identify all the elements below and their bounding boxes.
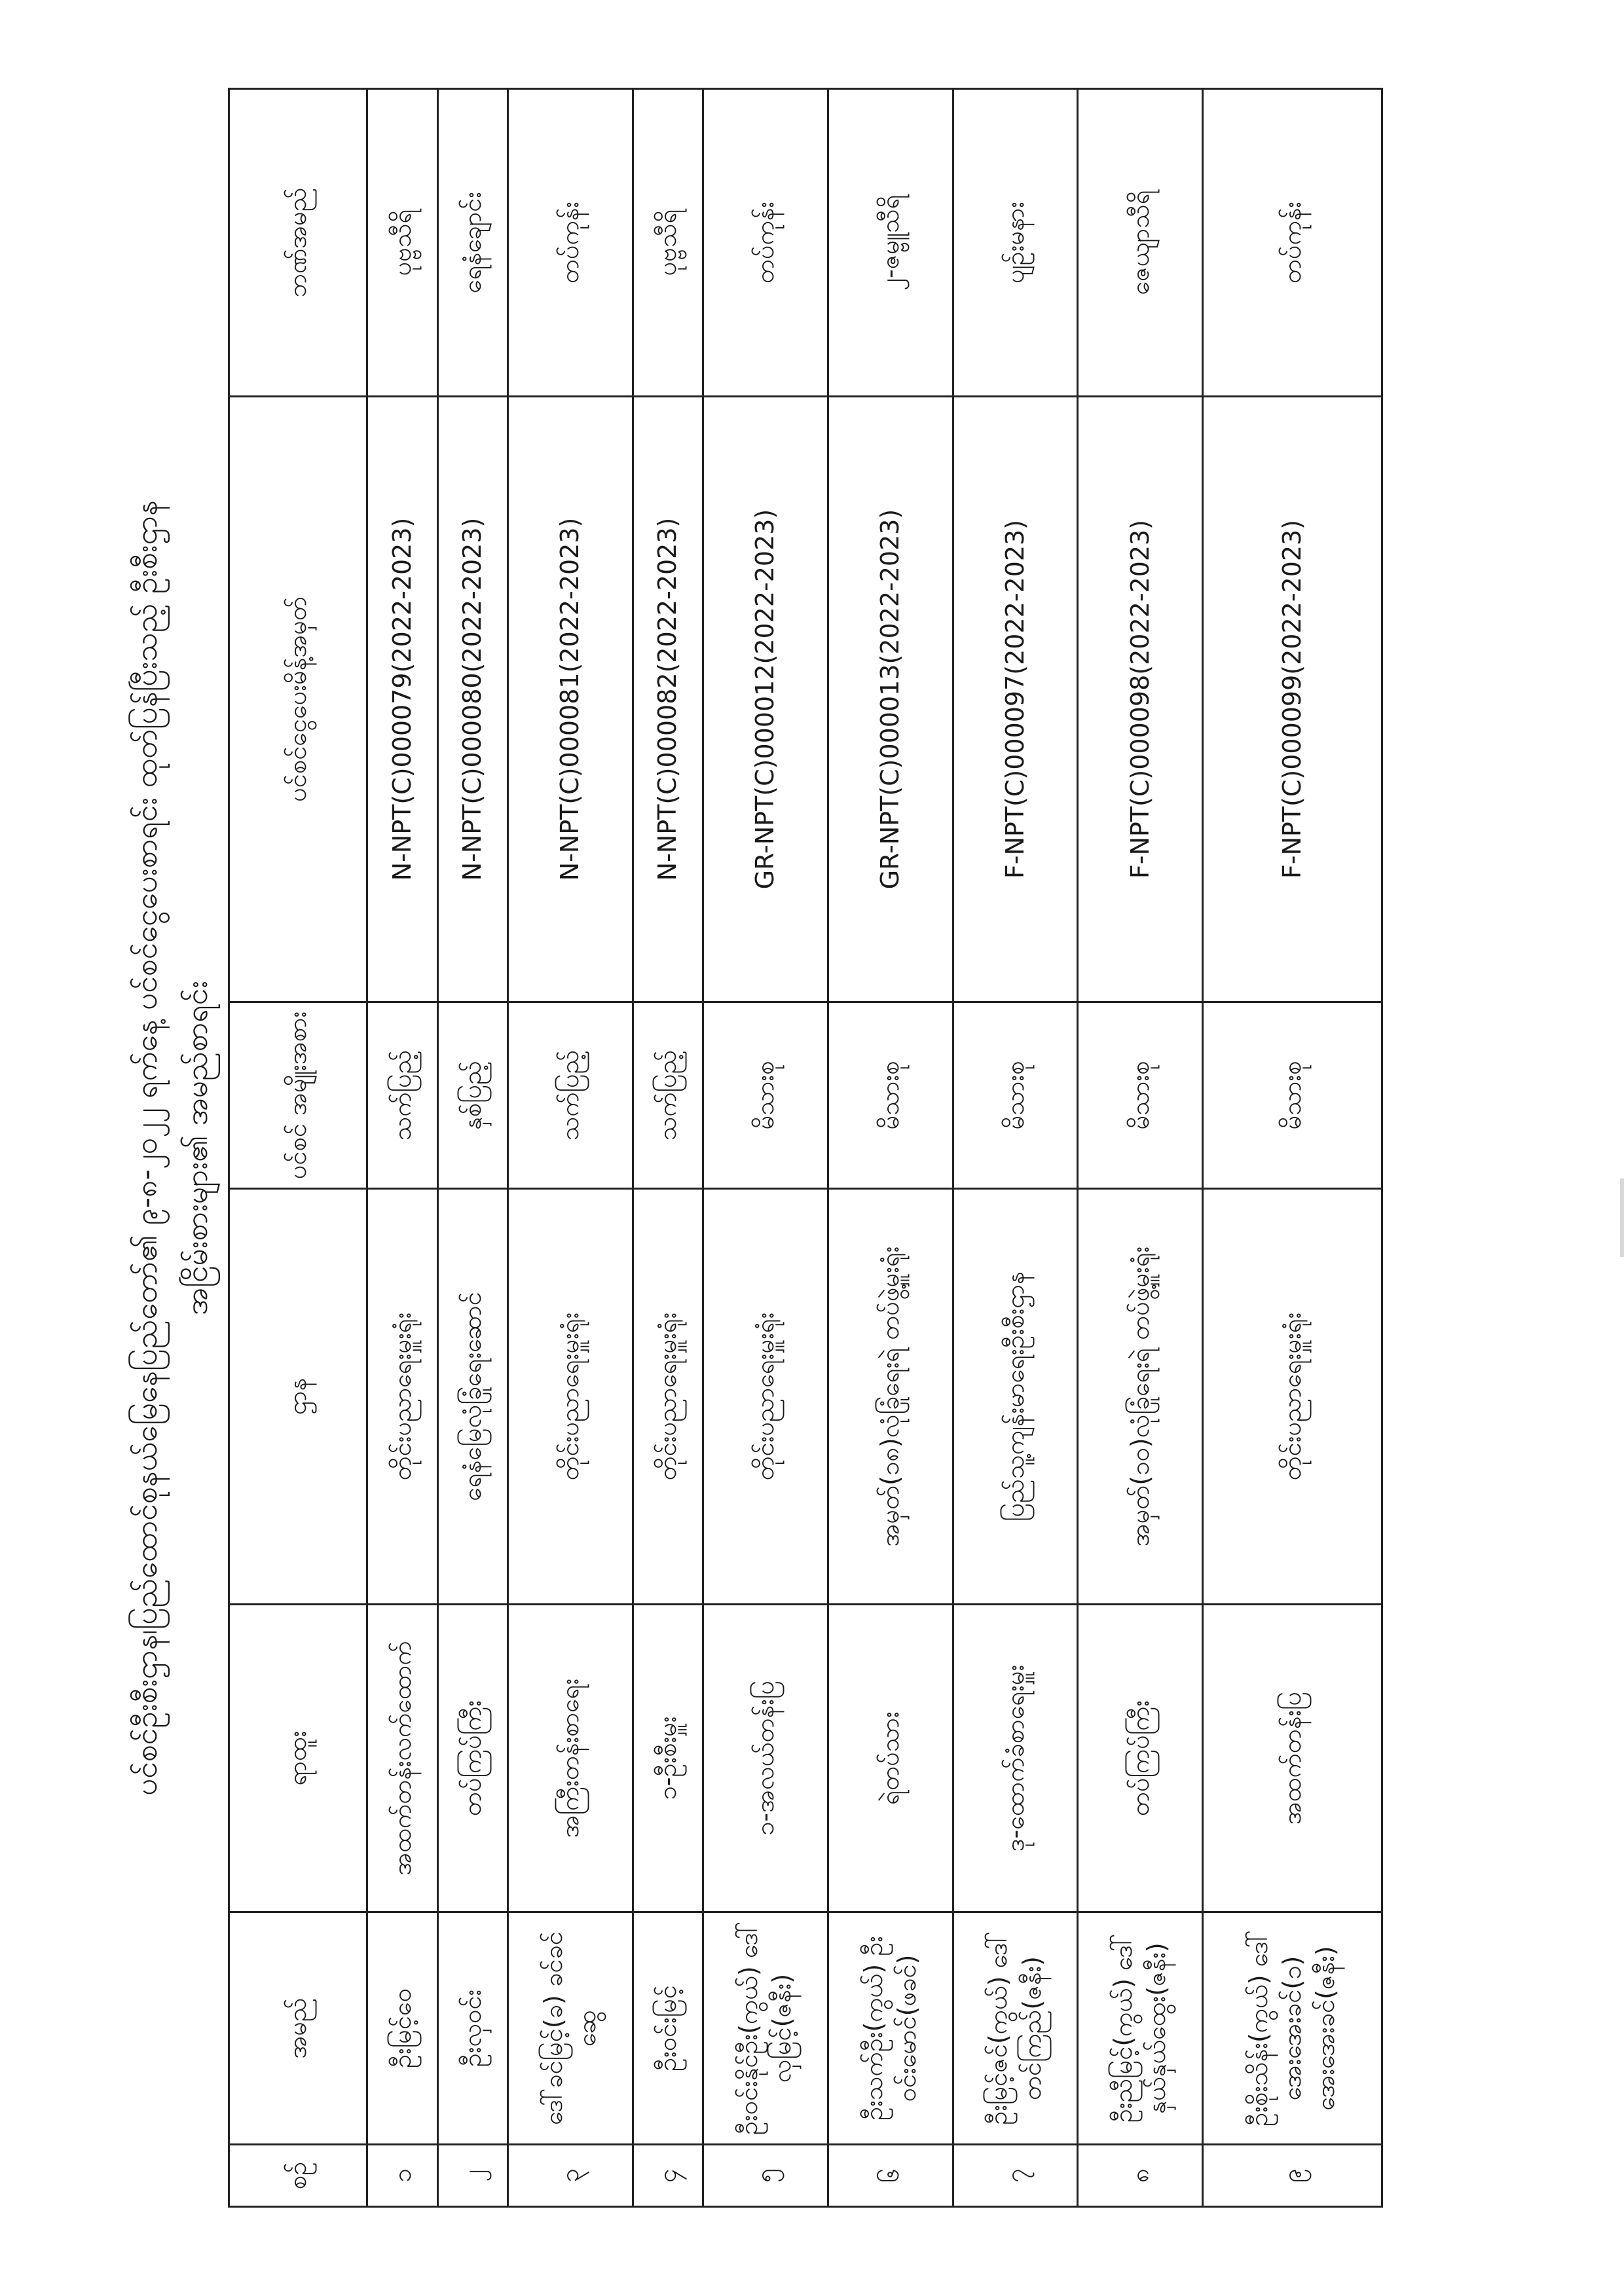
cell-no: ၄ bbox=[633, 2145, 703, 2207]
cell-pension-type: သက်ပြည့် bbox=[633, 1002, 703, 1189]
cell-pension-type: နှစ်ပြည့် bbox=[437, 1002, 508, 1189]
table-row bbox=[828, 89, 953, 2207]
header-pension-type: ပင်စင် အမျိုးအစား bbox=[229, 1002, 367, 1189]
table-row bbox=[437, 89, 508, 2207]
cell-no: ၉ bbox=[1203, 2145, 1382, 2207]
cell-department: ပြည်သူ့ကျန်းမာရေးဦးစီးဌာန bbox=[953, 1189, 1078, 1605]
cell-no: ၈ bbox=[1078, 2145, 1203, 2207]
cell-bank: ၂-ဇမ္ဗူသီရိ bbox=[828, 89, 953, 397]
cell-no: ၅ bbox=[703, 2145, 828, 2207]
cell-name: ဦးမြင့်ဇင်(ကွယ်) ဒေါ်တင်ကြည်(ဇနီး) bbox=[953, 1912, 1078, 2145]
cell-bank: ပုဗ္ဗသီရိ bbox=[367, 89, 438, 397]
cell-no: ၇ bbox=[953, 2145, 1078, 2207]
table-row bbox=[508, 89, 633, 2207]
cell-order-number: F-NPT(C)000099(2022-2023) bbox=[1203, 397, 1382, 1002]
cell-rank: အထက်တန်းပြ bbox=[1203, 1605, 1382, 1912]
cell-pension-type: မိသားစု bbox=[703, 1002, 828, 1189]
header-no: စဉ် bbox=[229, 2145, 367, 2207]
pension-list-table bbox=[228, 88, 1383, 2208]
cell-bank: ဇေယျာသီရိ bbox=[1078, 89, 1203, 397]
cell-department: တိုင်းပညာရေးမှူးရုံး bbox=[633, 1189, 703, 1605]
cell-no: ၆ bbox=[828, 2145, 953, 2207]
cell-order-number: GR-NPT(C)000012(2022-2023) bbox=[703, 397, 828, 1002]
cell-bank: တပ်ကုန်း bbox=[508, 89, 633, 397]
cell-department: အမှတ်(၁၈)လုံခြုံရေးရဲ တပ်ဖွဲ့မှူးရုံး bbox=[828, 1189, 953, 1605]
document-title: ပင်စင်ဦးစီးဌာန၊ပြည်ထောင်စုနယ်မြေနေပြည်တော်၏ ၉-၈-၂၀၂၂ ရက်နေ့ ပင်စင်ငွေပေးစာရင်း ထုတ်ပြန်ပြီးသည့် ဦးစီးဌာန bbox=[128, 500, 164, 1796]
cell-order-number: F-NPT(C)000097(2022-2023) bbox=[953, 397, 1078, 1002]
cell-name: ဦးဝင်းနိုင်ဦး(ကွယ်) ဒေါ်လှမြင့်(ဇနီး) bbox=[703, 1912, 828, 2145]
cell-bank: တပ်ကုန်း bbox=[703, 89, 828, 397]
table-row bbox=[367, 89, 438, 2207]
header-bank: ဘဏ်အမည် bbox=[229, 89, 367, 397]
cell-pension-type: မိသားစု bbox=[953, 1002, 1078, 1189]
cell-department: ရေနံမြေလုံခြုံရေးဆောင် bbox=[437, 1189, 508, 1605]
cell-order-number: N-NPT(C)000080(2022-2023) bbox=[437, 397, 508, 1002]
cell-order-number: N-NPT(C)000081(2022-2023) bbox=[508, 397, 633, 1002]
table-row bbox=[953, 89, 1078, 2207]
cell-no: ၁ bbox=[367, 2145, 438, 2207]
cell-pension-type: သက်ပြည့် bbox=[508, 1002, 633, 1189]
cell-bank: ရေနံချောင်း bbox=[437, 89, 508, 397]
cell-rank: ရဲတပ်သား bbox=[828, 1605, 953, 1912]
cell-name: ဦးသက်ဦး(ကွယ်) ဦးဝင်းမောင်(ဖခင်) bbox=[828, 1912, 953, 2145]
cell-bank: ပျဉ်းမနား bbox=[953, 89, 1078, 397]
table-row bbox=[1078, 89, 1203, 2207]
cell-rank: ၁-ဦးစီးမှူး bbox=[633, 1605, 703, 1912]
cell-rank: တပ်ကြပ်ကြီး bbox=[437, 1605, 508, 1912]
table-row bbox=[703, 89, 828, 2207]
cell-pension-type: သက်ပြည့် bbox=[367, 1002, 438, 1189]
scan-edge-mark bbox=[1620, 1178, 1624, 1257]
table-body bbox=[367, 89, 1382, 2207]
cell-order-number: N-NPT(C)000079(2022-2023) bbox=[367, 397, 438, 1002]
cell-pension-type: မိသားစု bbox=[1078, 1002, 1203, 1189]
cell-bank: ပုဗ္ဗသီရိ bbox=[633, 89, 703, 397]
cell-no: ၂ bbox=[437, 2145, 508, 2207]
cell-department: အမှတ်(၁၀)လုံခြုံရေးရဲ တပ်ဖွဲ့မှူးရုံး bbox=[1078, 1189, 1203, 1605]
cell-name: ဦးလှဝင်း bbox=[437, 1912, 508, 2145]
cell-name: ဦးစိုးသိန်း(ကွယ်) ဒေါ်အေးအေးခင်(၁) အေးအေးခင်(ဇနီး) bbox=[1203, 1912, 1382, 2145]
cell-name: ဦးညီမြင့်(ကွယ်) ဒေါ်နှယ်နှယ်ထွေး(ဇနီး) bbox=[1078, 1912, 1203, 2145]
cell-department: တိုင်းပညာရေးမှူးရုံး bbox=[1203, 1189, 1382, 1605]
cell-rank: ၁-အလယ်တန်းပြ bbox=[703, 1605, 828, 1912]
header-department: ဌာန bbox=[229, 1189, 367, 1605]
cell-name: ဦးမြင့်ဝေ bbox=[367, 1912, 438, 2145]
cell-department: တိုင်းပညာရေးမှူးရုံး bbox=[367, 1189, 438, 1605]
cell-order-number: F-NPT(C)000098(2022-2023) bbox=[1078, 397, 1203, 1002]
header-rank: ရာထူး bbox=[229, 1605, 367, 1912]
cell-name: ဒေါ်ခင်မြင့်(ခ) ခင်ခင်ဆွေ bbox=[508, 1912, 633, 2145]
cell-order-number: GR-NPT(C)000013(2022-2023) bbox=[828, 397, 953, 1002]
document-subtitle: အငြိမ်းစားများ၏ အမည်စာရင်း bbox=[179, 981, 214, 1316]
cell-rank: အကြီးတန်းစာရေး bbox=[508, 1605, 633, 1912]
header-name: အမည် bbox=[229, 1912, 367, 2145]
cell-rank: တပ်ကြပ်ကြီး bbox=[1078, 1605, 1203, 1912]
table-row bbox=[1203, 89, 1382, 2207]
cell-pension-type: မိသားစု bbox=[828, 1002, 953, 1189]
cell-name: ဦးဝင်းမြင့် bbox=[633, 1912, 703, 2145]
cell-rank: အထက်တန်းလက်ထောက် bbox=[367, 1605, 438, 1912]
cell-pension-type: မိသားစု bbox=[1203, 1002, 1382, 1189]
cell-bank: တပ်ကုန်း bbox=[1203, 89, 1382, 397]
header-order-number: ပင်စင်ငွေပေးမိန့်အမှတ် bbox=[229, 397, 367, 1002]
table-row bbox=[633, 89, 703, 2207]
cell-no: ၃ bbox=[508, 2145, 633, 2207]
table-header-row bbox=[229, 89, 367, 2207]
cell-department: တိုင်းပညာရေးမှူးရုံး bbox=[703, 1189, 828, 1605]
cell-order-number: N-NPT(C)000082(2022-2023) bbox=[633, 397, 703, 1002]
cell-department: တိုင်းပညာရေးမှူးရုံး bbox=[508, 1189, 633, 1605]
cell-rank: ဒု-ထောက်ခံစာရေးမှူး bbox=[953, 1605, 1078, 1912]
